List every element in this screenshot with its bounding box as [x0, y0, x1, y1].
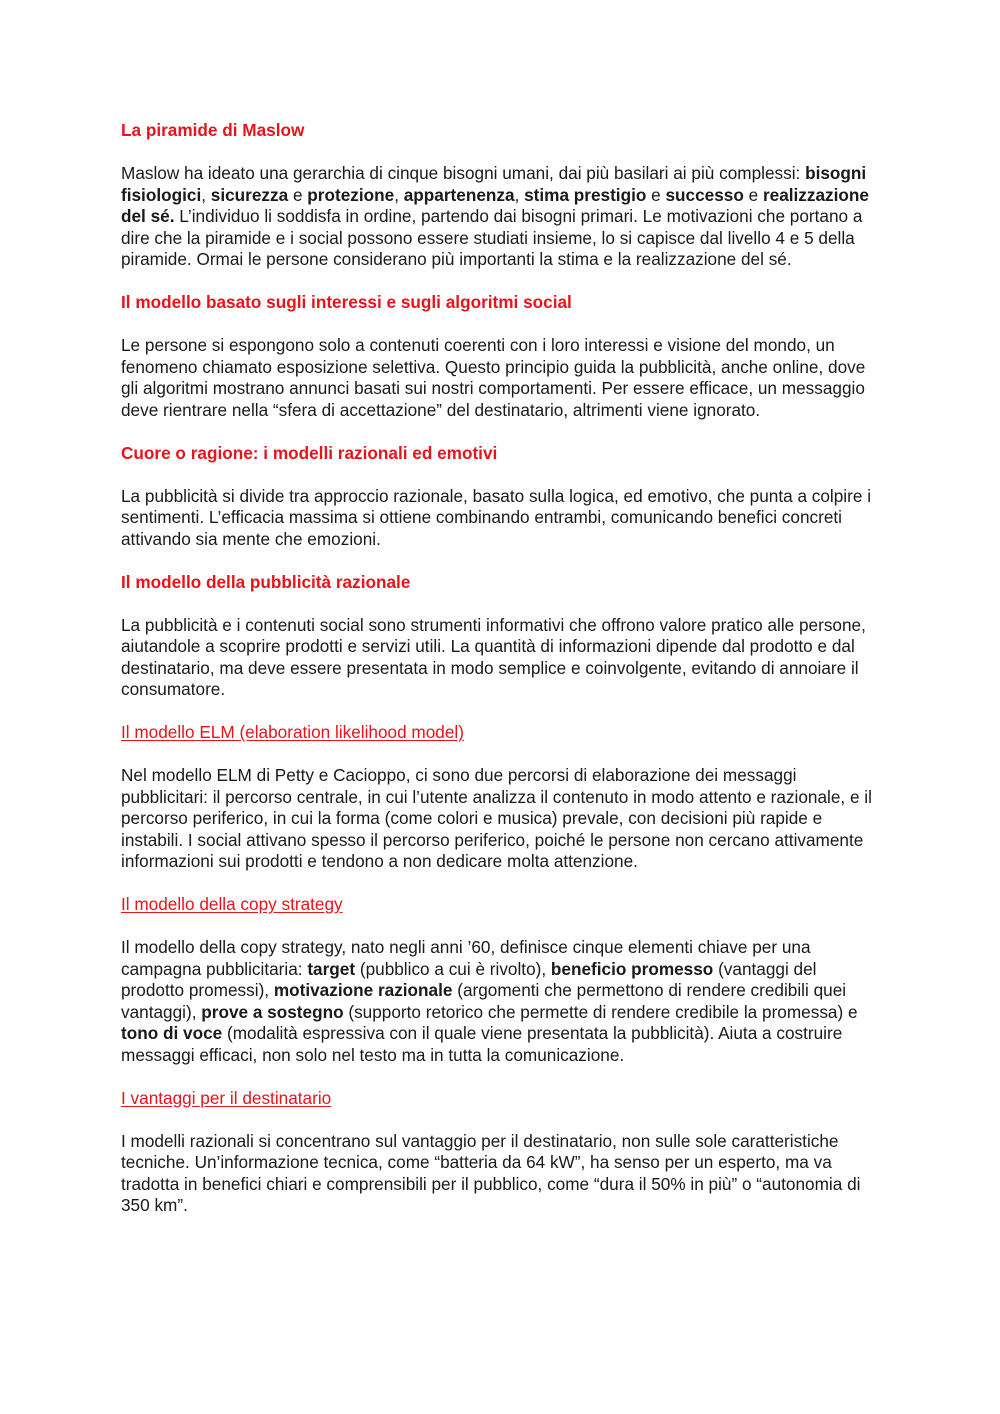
- text-run: L’individuo li soddisfa in ordine, partendo dai bisogni primari. Le motivazioni che portano a dire che la piramide e i social possono essere studiati insieme, lo si capisce dal livello 4 e 5 della piramide. Ormai le persone considerano più importanti la stima e la realizzazione del sé.: [121, 206, 863, 269]
- bold-term: prove a sostegno: [201, 1001, 344, 1022]
- text-run: (pubblico a cui è rivolto),: [355, 958, 551, 979]
- text-run: Maslow ha ideato una gerarchia di cinque bisogni umani, dai più basilari ai più complessi:: [121, 163, 806, 183]
- text-run: (supporto retorico che permette di rendere credibile la promessa) e: [343, 1001, 858, 1022]
- text-run: e: [646, 184, 666, 205]
- section-heading-cuore-ragione: Cuore o ragione: i modelli razionali ed emotivi: [121, 442, 498, 463]
- section-heading-maslow: La piramide di Maslow: [121, 120, 305, 140]
- section-paragraph-vantaggi: I modelli razionali si concentrano sul vantaggio per il destinatario, non sulle sole caratteristiche tecniche. Un’informazione tecnica, come “batteria da 64 kW”, ha senso per un esperto, ma va tradotta in benefici chiari e comprensibili per il pubblico, come “dura il 50% in più” o “autonomia di 350 km”.: [121, 1130, 861, 1215]
- section-paragraph-cuore-ragione: La pubblicità si divide tra approccio razionale, basato sulla logica, ed emotivo, che punta a colpire i sentimenti. L’efficacia massima si ottiene combinando entrambi, comunicando benefici concreti attivando sia mente che emozioni.: [121, 485, 872, 549]
- bold-term: beneficio promesso: [550, 958, 714, 979]
- bold-term: target: [307, 958, 356, 979]
- text-run: ,: [201, 184, 211, 205]
- section-paragraph-algoritmi: Le persone si espongono solo a contenuti coerenti con i loro interessi e visione del mondo, un fenomeno chiamato esposizione selettiva. Questo principio guida la pubblicità, anche online, dove gli algoritmi mostrano annunci basati sui nostri comportamenti. Per essere efficace, un messaggio deve rientrare nella “sfera di accettazione” del destinatario, altrimenti viene ignorato.: [121, 335, 866, 420]
- section-paragraph-elm: Nel modello ELM di Petty e Cacioppo, ci sono due percorsi di elaborazione dei messaggi pubblicitari: il percorso centrale, in cui l’utente analizza il contenuto in modo attento e razionale, e il percorso periferico, in cui la forma (come colori e musica) prevale, con decisioni più rapide e instabili. I social attivano spesso il percorso periferico, poiché le persone non cercano attivamente informazioni sui prodotti e tendono a non dedicare molta attenzione.: [121, 765, 872, 871]
- text-run: e: [288, 184, 308, 205]
- section-heading-pubblicita-razionale: Il modello della pubblicità razionale: [121, 571, 411, 592]
- text-run: (modalità espressiva con il quale viene presentata la pubblicità). Aiuta a costruire messaggi efficaci, non solo nel testo ma in tutta la comunicazione.: [121, 1023, 843, 1065]
- bold-term: motivazione razionale: [273, 980, 453, 1000]
- bold-term: stima prestigio: [524, 184, 647, 205]
- section-heading-vantaggi: I vantaggi per il destinatario: [121, 1087, 332, 1108]
- text-run: ,: [514, 184, 525, 205]
- section-heading-elm: Il modello ELM (elaboration likelihood model): [121, 722, 464, 742]
- section-heading-copy-strategy: Il modello della copy strategy: [121, 894, 343, 914]
- text-run: (vantaggi del prodotto promessi),: [121, 958, 817, 1000]
- bold-term: tono di voce: [121, 1023, 223, 1043]
- text-run: ,: [394, 184, 404, 205]
- text-run: Il modello della copy strategy, nato negli anni ’60, definisce cinque elementi chiave per una campagna pubblicitaria:: [121, 937, 811, 979]
- bold-term: protezione: [307, 184, 395, 205]
- bold-term: appartenenza: [403, 184, 515, 205]
- section-heading-algoritmi: Il modello basato sugli interessi e sugli algoritmi social: [121, 292, 572, 312]
- bold-term: realizzazione del sé.: [121, 184, 869, 226]
- bold-term: successo: [665, 184, 744, 205]
- section-paragraph-copy-strategy: [121, 937, 880, 1066]
- text-run: (argomenti che permettono di rendere credibili quei vantaggi),: [121, 980, 847, 1022]
- bold-term: sicurezza: [210, 184, 289, 205]
- section-paragraph-pubblicita-razionale: La pubblicità e i contenuti social sono strumenti informativi che offrono valore pratico alle persone, aiutandole a scoprire prodotti e servizi utili. La quantità di informazioni dipende dal prodotto e dal destinatario, ma deve essere presentata in modo semplice e coinvolgente, evitando di annoiare il consumatore.: [121, 614, 866, 699]
- text-run: e: [743, 184, 763, 205]
- section-paragraph-maslow: [121, 163, 880, 271]
- bold-term: bisogni fisiologici: [121, 163, 867, 205]
